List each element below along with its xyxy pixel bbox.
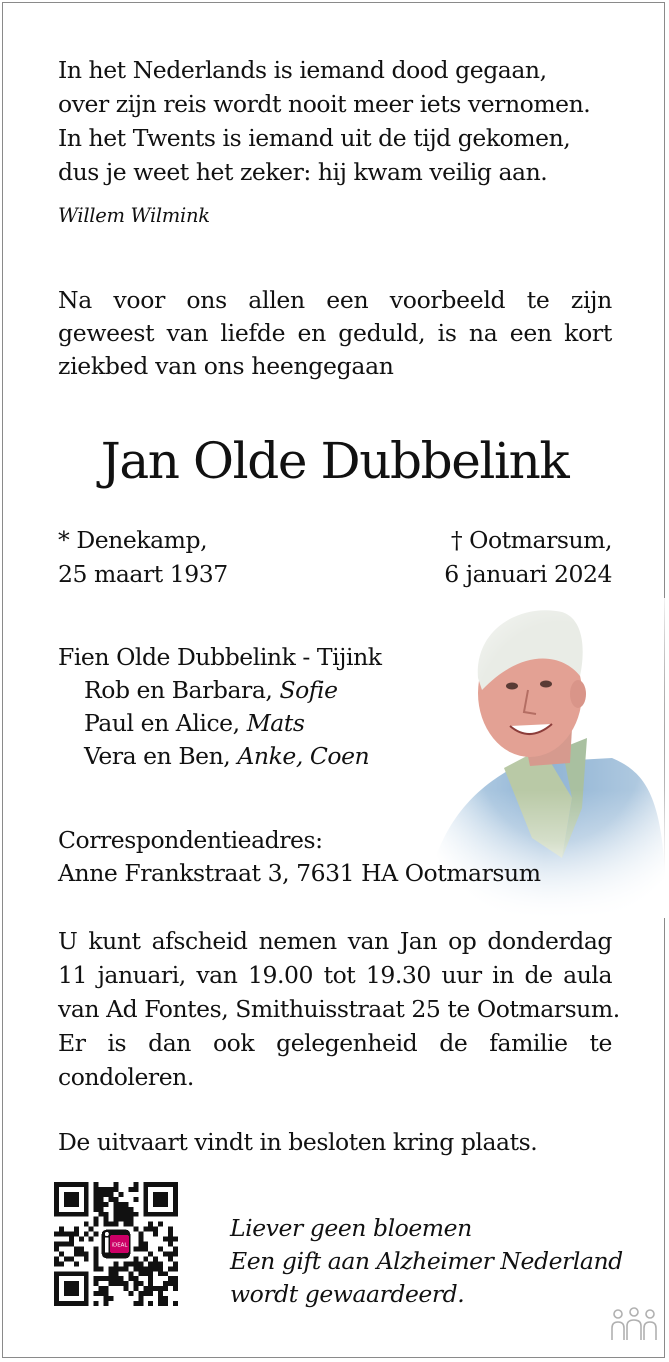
gift-line-2: Een gift aan Alzheimer Nederland <box>230 1247 623 1275</box>
intro-line-2: geweest van liefde en geduld, is na een kort <box>58 319 612 347</box>
child-1-names: Rob en Barbara, <box>84 676 273 704</box>
farewell-line-5: condoleren. <box>58 1063 194 1091</box>
poem-line-1: In het Nederlands is iemand dood gegaan, <box>58 56 547 84</box>
birth-date: 25 maart 1937 <box>58 560 228 588</box>
poem-author: Willem Wilmink <box>58 204 210 227</box>
gift-line-3: wordt gewaardeerd. <box>230 1280 465 1308</box>
farewell-line-1: U kunt afscheid nemen van Jan op donderdag <box>58 927 612 955</box>
child-3-names: Vera en Ben, <box>84 742 231 770</box>
deceased-name: Jan Olde Dubbelink <box>100 432 569 490</box>
farewell-line-4: Er is dan ook gelegenheid de familie te <box>58 1029 612 1057</box>
poem-line-2: over zijn reis wordt nooit meer iets vernomen. <box>58 90 591 118</box>
family-child-1 <box>84 676 338 704</box>
intro-line-3: ziekbed van ons heengegaan <box>58 352 394 380</box>
child-3-grandchildren: Anke, Coen <box>237 742 370 770</box>
correspondence-label: Correspondentieadres: <box>58 826 323 854</box>
family-child-2 <box>84 709 304 737</box>
birth-place: * Denekamp, <box>58 526 208 554</box>
spouse-name: Fien Olde Dubbelink - Tijink <box>58 643 382 671</box>
child-1-grandchildren: Sofie <box>279 676 338 704</box>
qr-code[interactable] <box>54 1182 178 1306</box>
farewell-line-3: van Ad Fontes, Smithuisstraat 25 te Ootmarsum. <box>58 995 620 1023</box>
poem-line-4: dus je weet het zeker: hij kwam veilig aan. <box>58 158 548 186</box>
death-place: † Ootmarsum, <box>450 526 612 554</box>
funeral-notice: De uitvaart vindt in besloten kring plaats. <box>58 1128 538 1156</box>
gift-line-1: Liever geen bloemen <box>230 1214 472 1242</box>
farewell-line-2: 11 januari, van 19.00 tot 19.30 uur in de aula <box>58 961 612 989</box>
child-2-grandchildren: Mats <box>246 709 305 737</box>
child-2-names: Paul en Alice, <box>84 709 240 737</box>
people-group-icon <box>609 1306 659 1346</box>
family-child-3 <box>84 742 369 770</box>
ideal-badge-text: iDEAL <box>111 1242 128 1249</box>
intro-line-1: Na voor ons allen een voorbeeld te zijn <box>58 286 612 314</box>
poem-line-3: In het Twents is iemand uit de tijd gekomen, <box>58 124 571 152</box>
death-date: 6 januari 2024 <box>444 560 612 588</box>
correspondence-address: Anne Frankstraat 3, 7631 HA Ootmarsum <box>58 859 541 887</box>
